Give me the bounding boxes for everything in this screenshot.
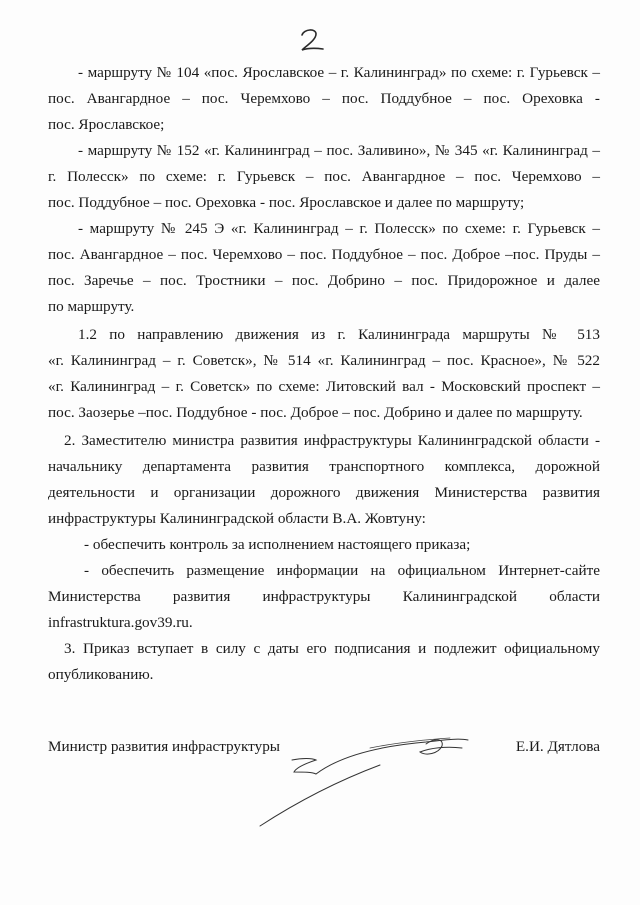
text-line: - маршруту № 245 Э «г. Калининград – г. Полесск» по схеме: г. Гурьевск – [78,220,600,237]
text-line: «г. Калининград – г. Советск», № 514 «г. Калининград – пос. Красное», № 522 [48,352,600,369]
text-line: - обеспечить контроль за исполнением настоящего приказа; [84,536,471,553]
text-line: пос. Поддубное – пос. Ореховка - пос. Ярославское и далее по маршруту; [48,194,525,211]
text-line: infrastruktura.gov39.ru. [48,614,193,631]
text-line: пос. Авангардное – пос. Черемхово – пос. Поддубное – пос. Доброе –пос. Пруды – [48,246,600,263]
signer-position: Министр развития инфраструктуры [48,738,281,755]
text-line: пос. Заозерье –пос. Поддубное - пос. Доброе – пос. Добрино и далее по маршруту. [48,404,583,421]
text-line: - обеспечить размещение информации на официальном Интернет-сайте [84,562,600,579]
text-line: «г. Калининград – г. Советск» по схеме: Литовский вал - Московский проспект – [48,378,600,395]
text-line: 3. Приказ вступает в силу с даты его подписания и подлежит официальному [64,640,600,657]
text-line: пос. Ярославское; [48,116,165,133]
text-line: деятельности и организации дорожного движения Министерства развития [48,484,600,501]
text-line: опубликованию. [48,666,154,683]
text-line: инфраструктуры Калининградской области В.А. Жовтуну: [48,510,426,527]
signer-name: Е.И. Дятлова [515,738,600,755]
text-line: г. Полесск» по схеме: г. Гурьевск – пос. Авангардное – пос. Черемхово – [48,168,600,185]
text-line: пос. Авангардное – пос. Черемхово – пос. Поддубное – пос. Ореховка - [48,90,600,107]
text-line: Министерства развития инфраструктуры Калининградской области [48,588,600,605]
handwritten-signature [230,730,490,830]
handwritten-page-number [292,26,332,54]
text-line: по маршруту. [48,298,135,315]
text-line: - маршруту № 152 «г. Калининград – пос. Заливино», № 345 «г. Калининград – [78,142,600,159]
text-line: начальнику департамента развития транспортного комплекса, дорожной [48,458,600,475]
text-line: 2. Заместителю министра развития инфраструктуры Калининградской области - [64,432,600,449]
text-line: 1.2 по направлению движения из г. Калининграда маршруты № 513 [78,326,600,343]
text-line: - маршруту № 104 «пос. Ярославское – г. Калининград» по схеме: г. Гурьевск – [78,64,600,81]
text-line: пос. Заречье – пос. Тростники – пос. Добрино – пос. Придорожное и далее [48,272,600,289]
